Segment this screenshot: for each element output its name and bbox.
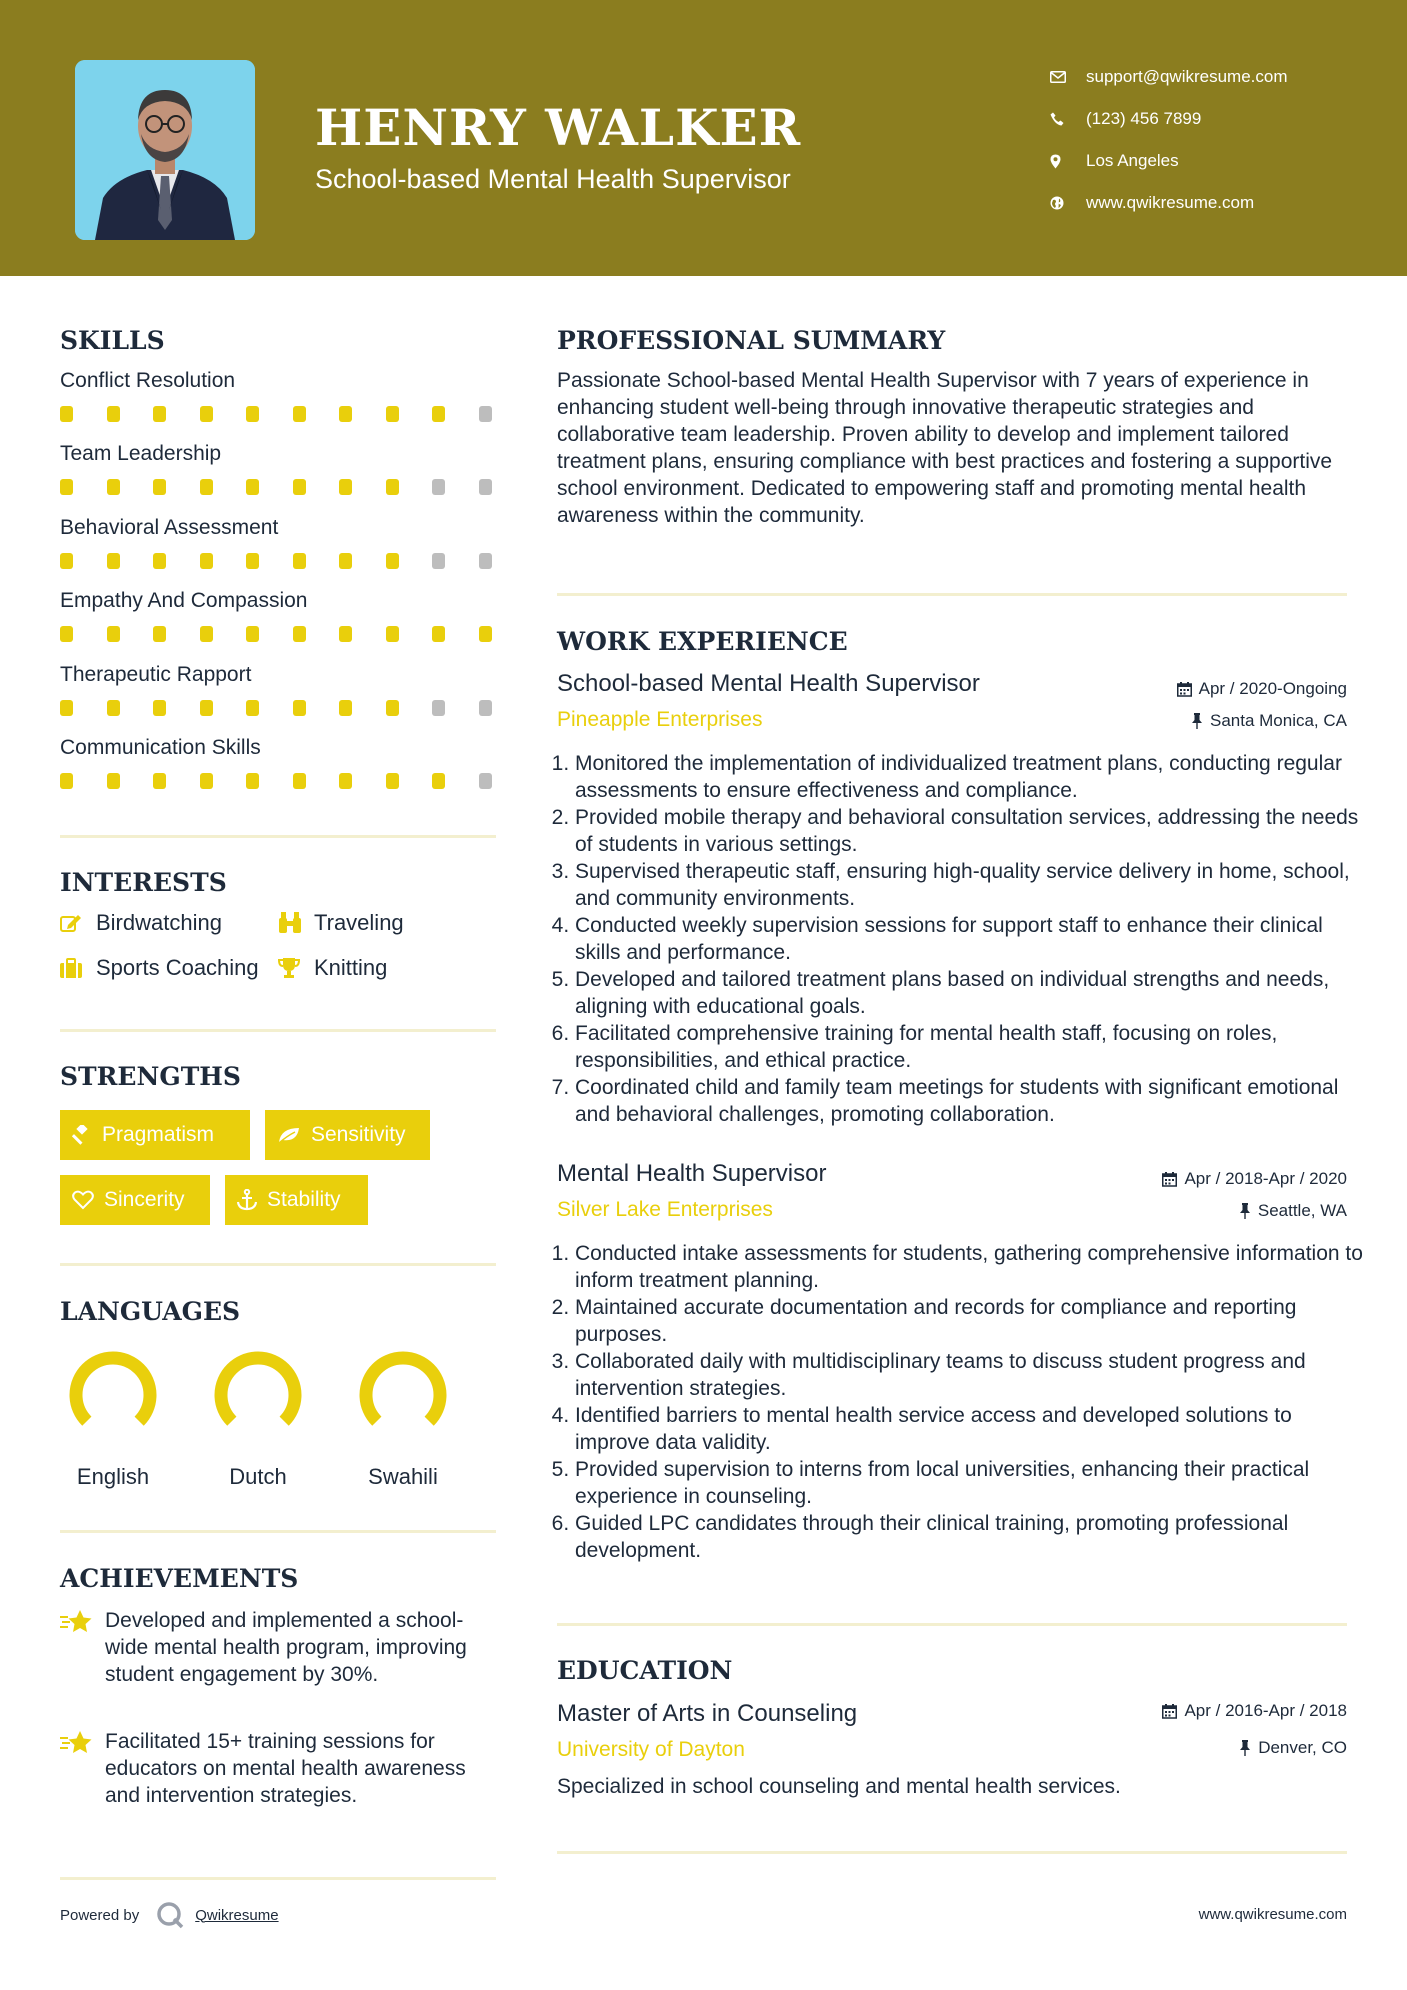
heart-icon: [72, 1190, 94, 1210]
responsibility-item: 5. Provided supervision to interns from local universities, enhancing their practical experience in counseling.: [575, 1456, 1365, 1510]
section-divider: [60, 1530, 496, 1533]
skill-dot: [153, 626, 166, 642]
footer-website[interactable]: www.qwikresume.com: [1198, 1906, 1347, 1923]
skill-dot: [339, 406, 352, 422]
star-icon: [60, 1607, 105, 1688]
envelope-icon: [1050, 71, 1086, 83]
skill-dot: [153, 553, 166, 569]
profile-photo: [75, 60, 255, 240]
skill-dot: [432, 626, 445, 642]
skill-dot: [339, 700, 352, 716]
responsibility-item: 2. Maintained accurate documentation and records for compliance and reporting purposes.: [575, 1294, 1365, 1348]
skill-dot: [107, 553, 120, 569]
achievement-item: [60, 1607, 500, 1688]
responsibility-item: 3. Supervised therapeutic staff, ensuring high-quality service delivery in home, school, and community environments.: [575, 858, 1365, 912]
job-responsibilities: [557, 750, 1365, 1128]
language-label: Dutch: [229, 1464, 287, 1489]
skill-dot: [386, 773, 399, 789]
languages-heading: LANGUAGES: [60, 1297, 241, 1326]
skill-dot: [479, 553, 492, 569]
education-dates-text: Apr / 2016-Apr / 2018: [1184, 1701, 1347, 1720]
language-label: Swahili: [368, 1464, 438, 1489]
skill-dot: [107, 479, 120, 495]
achievements-heading: ACHIEVEMENTS: [60, 1564, 299, 1593]
skill-dot: [200, 773, 213, 789]
skill-dot: [479, 626, 492, 642]
section-divider: [60, 1029, 496, 1032]
pencil-icon: [60, 913, 96, 933]
skill-name: Team Leadership: [60, 442, 222, 465]
contact-location: [1050, 140, 1288, 182]
language-item: [193, 1348, 323, 1490]
contact-email[interactable]: [1050, 56, 1288, 98]
experience-heading: WORK EXPERIENCE: [557, 627, 848, 656]
interest-label: Sports Coaching: [96, 955, 259, 980]
skill-dot: [293, 553, 306, 569]
skill-dot: [60, 626, 73, 642]
interest-item: [60, 955, 259, 981]
job-dates: [1162, 1169, 1347, 1189]
strength-badge: [225, 1175, 368, 1225]
star-icon: [60, 1728, 105, 1809]
responsibility-item: 3. Collaborated daily with multidisciplinary teams to discuss student progress and intervention strategies.: [575, 1348, 1365, 1402]
language-proficiency-ring: [66, 1348, 160, 1442]
skill-dot: [293, 406, 306, 422]
skill-name: Behavioral Assessment: [60, 516, 279, 539]
responsibility-item: 4. Conducted weekly supervision sessions for support staff to enhance their clinical skills and performance.: [575, 912, 1365, 966]
skill-dot: [107, 700, 120, 716]
interest-label: Birdwatching: [96, 910, 222, 935]
pushpin-icon: [1239, 1203, 1251, 1219]
interest-label: Traveling: [314, 910, 404, 935]
skill-name: Communication Skills: [60, 736, 261, 759]
skill-rating: [60, 700, 500, 716]
strength-badge: [60, 1110, 250, 1160]
skill-dot: [293, 626, 306, 642]
qwikresume-logo-icon: [155, 1900, 185, 1930]
skill-dot: [246, 773, 259, 789]
skill-dot: [386, 479, 399, 495]
skill-dot: [246, 479, 259, 495]
strength-label: Pragmatism: [102, 1123, 215, 1146]
skill-dot: [153, 700, 166, 716]
responsibility-item: 1. Monitored the implementation of individualized treatment plans, conducting regular assessments to ensure effectiveness and compliance.: [575, 750, 1365, 804]
education-description: Specialized in school counseling and mental health services.: [557, 1775, 1121, 1798]
skill-dot: [432, 700, 445, 716]
contact-website[interactable]: [1050, 182, 1288, 224]
skill-rating: [60, 479, 500, 495]
achievement-text: Facilitated 15+ training sessions for educators on mental health awareness and intervention strategies.: [105, 1730, 466, 1807]
job-company: Pineapple Enterprises: [557, 708, 763, 731]
skill-dot: [293, 700, 306, 716]
language-label: English: [76, 1464, 150, 1489]
skill-dot: [60, 479, 73, 495]
skill-dot: [60, 406, 73, 422]
job-location-text: Santa Monica, CA: [1209, 711, 1347, 730]
responsibility-item: 6. Guided LPC candidates through their clinical training, promoting professional development.: [575, 1510, 1365, 1564]
skill-dot: [246, 700, 259, 716]
calendar-icon: [1162, 1704, 1177, 1719]
skill-dot: [153, 479, 166, 495]
skill-dot: [432, 553, 445, 569]
job-location: [1191, 711, 1347, 731]
section-divider: [60, 835, 496, 838]
footer-powered-by: [60, 1900, 279, 1930]
strengths-heading: STRENGTHS: [60, 1062, 241, 1091]
globe-icon: [1050, 196, 1086, 210]
skills-heading: SKILLS: [60, 326, 165, 355]
skill-rating: [60, 553, 500, 569]
contact-phone[interactable]: [1050, 98, 1288, 140]
leaf-icon: [277, 1126, 301, 1144]
skill-dot: [339, 626, 352, 642]
education-location-text: Denver, CO: [1258, 1738, 1347, 1757]
anchor-icon: [237, 1189, 257, 1211]
interest-label: Knitting: [314, 955, 388, 980]
contact-email-text: support@qwikresume.com: [1086, 67, 1288, 86]
skill-dot: [200, 406, 213, 422]
section-divider: [557, 1851, 1347, 1854]
job-title: School-based Mental Health Supervisor: [557, 670, 980, 697]
skill-dot: [432, 479, 445, 495]
section-divider: [557, 593, 1347, 596]
contact-phone-text: (123) 456 7899: [1086, 109, 1202, 128]
job-company: Silver Lake Enterprises: [557, 1198, 773, 1221]
contact-location-text: Los Angeles: [1086, 151, 1179, 170]
skill-dot: [386, 406, 399, 422]
education-dates: [1162, 1701, 1347, 1721]
skill-dot: [293, 773, 306, 789]
language-proficiency-ring: [356, 1348, 450, 1442]
calendar-icon: [1162, 1172, 1177, 1187]
responsibility-item: 4. Identified barriers to mental health service access and developed solutions to improve data validity.: [575, 1402, 1365, 1456]
map-pin-icon: [1050, 154, 1086, 169]
skill-rating: [60, 626, 500, 642]
strength-badge: [265, 1110, 430, 1160]
skill-dot: [107, 406, 120, 422]
job-location: [1239, 1201, 1347, 1221]
achievement-item: [60, 1728, 500, 1809]
skill-name: Therapeutic Rapport: [60, 663, 252, 686]
job-dates-text: Apr / 2018-Apr / 2020: [1184, 1169, 1347, 1188]
summary-heading: PROFESSIONAL SUMMARY: [557, 326, 946, 355]
job-dates-text: Apr / 2020-Ongoing: [1198, 679, 1347, 698]
skill-dot: [293, 479, 306, 495]
strength-label: Sincerity: [104, 1188, 185, 1211]
interest-item: [60, 910, 222, 936]
education-school: University of Dayton: [557, 1738, 745, 1761]
skill-dot: [479, 700, 492, 716]
language-proficiency-ring: [211, 1348, 305, 1442]
skill-dot: [200, 626, 213, 642]
skill-dot: [246, 553, 259, 569]
qwikresume-link[interactable]: Qwikresume: [195, 1906, 279, 1924]
skill-dot: [200, 479, 213, 495]
language-item: [48, 1348, 178, 1490]
skill-dot: [386, 626, 399, 642]
skill-rating: [60, 406, 500, 422]
skill-dot: [107, 773, 120, 789]
skill-dot: [432, 406, 445, 422]
skill-dot: [246, 626, 259, 642]
education-heading: EDUCATION: [557, 1656, 733, 1685]
skill-dot: [339, 773, 352, 789]
binoculars-icon: [278, 912, 314, 934]
skill-name: Empathy And Compassion: [60, 589, 308, 612]
section-divider: [557, 1623, 1347, 1626]
skill-dot: [60, 700, 73, 716]
skill-dot: [386, 553, 399, 569]
skill-dot: [60, 773, 73, 789]
responsibility-item: 6. Facilitated comprehensive training for mental health staff, focusing on roles, responsibilities, and ethical practice.: [575, 1020, 1365, 1074]
responsibility-item: 1. Conducted intake assessments for students, gathering comprehensive information to inform treatment planning.: [575, 1240, 1365, 1294]
briefcase-icon: [60, 958, 96, 978]
gavel-icon: [72, 1125, 92, 1145]
skill-dot: [479, 406, 492, 422]
skill-rating: [60, 773, 500, 789]
skill-dot: [339, 553, 352, 569]
education-location: [1239, 1738, 1347, 1758]
job-responsibilities: [557, 1240, 1365, 1564]
trophy-icon: [278, 957, 314, 979]
skill-name: Conflict Resolution: [60, 369, 236, 392]
candidate-title: School-based Mental Health Supervisor: [315, 164, 791, 194]
candidate-name: HENRY WALKER: [315, 98, 802, 157]
job-location-text: Seattle, WA: [1257, 1201, 1347, 1220]
responsibility-item: 7. Coordinated child and family team meetings for students with significant emotional and behavioral challenges, promoting collaboration.: [575, 1074, 1365, 1128]
education-degree: Master of Arts in Counseling: [557, 1700, 858, 1727]
skill-dot: [60, 553, 73, 569]
pushpin-icon: [1191, 713, 1203, 729]
job-title: Mental Health Supervisor: [557, 1160, 827, 1187]
skill-dot: [339, 479, 352, 495]
skill-dot: [153, 773, 166, 789]
responsibility-item: 2. Provided mobile therapy and behavioral consultation services, addressing the needs of students in various settings.: [575, 804, 1365, 858]
language-item: [338, 1348, 468, 1490]
section-divider: [60, 1877, 496, 1880]
interest-item: [278, 955, 387, 981]
achievement-text: Developed and implemented a school-wide mental health program, improving student engagement by 30%.: [105, 1609, 467, 1686]
phone-icon: [1050, 112, 1086, 126]
strength-badge: [60, 1175, 210, 1225]
contact-list: [1050, 56, 1288, 224]
powered-by-text: Powered by: [60, 1906, 140, 1924]
skill-dot: [153, 406, 166, 422]
skill-dot: [200, 553, 213, 569]
skill-dot: [246, 406, 259, 422]
interests-heading: INTERESTS: [60, 868, 227, 897]
calendar-icon: [1177, 682, 1192, 697]
job-dates: [1177, 679, 1347, 699]
section-divider: [60, 1263, 496, 1266]
person-portrait-icon: [75, 60, 255, 240]
summary-text: Passionate School-based Mental Health Supervisor with 7 years of experience in enhancing student well-being through innovative therapeutic strategies and collaborative team leadership. Proven ability to develop and implement tailored treatment plans, ensuring compliance with best practices and fostering a supportive school environment. Dedicated to empowering staff and promoting mental health awareness within the community.: [557, 369, 1333, 527]
skill-dot: [479, 773, 492, 789]
skill-dot: [479, 479, 492, 495]
contact-website-text: www.qwikresume.com: [1086, 193, 1255, 212]
responsibility-item: 5. Developed and tailored treatment plans based on individual strengths and needs, aligning with educational goals.: [575, 966, 1365, 1020]
skill-dot: [432, 773, 445, 789]
header-banner: [0, 0, 1407, 276]
pushpin-icon: [1239, 1740, 1251, 1756]
skill-dot: [107, 626, 120, 642]
skill-dot: [386, 700, 399, 716]
skill-dot: [200, 700, 213, 716]
interest-item: [278, 910, 404, 936]
strength-label: Stability: [267, 1188, 341, 1211]
strength-label: Sensitivity: [311, 1123, 406, 1146]
